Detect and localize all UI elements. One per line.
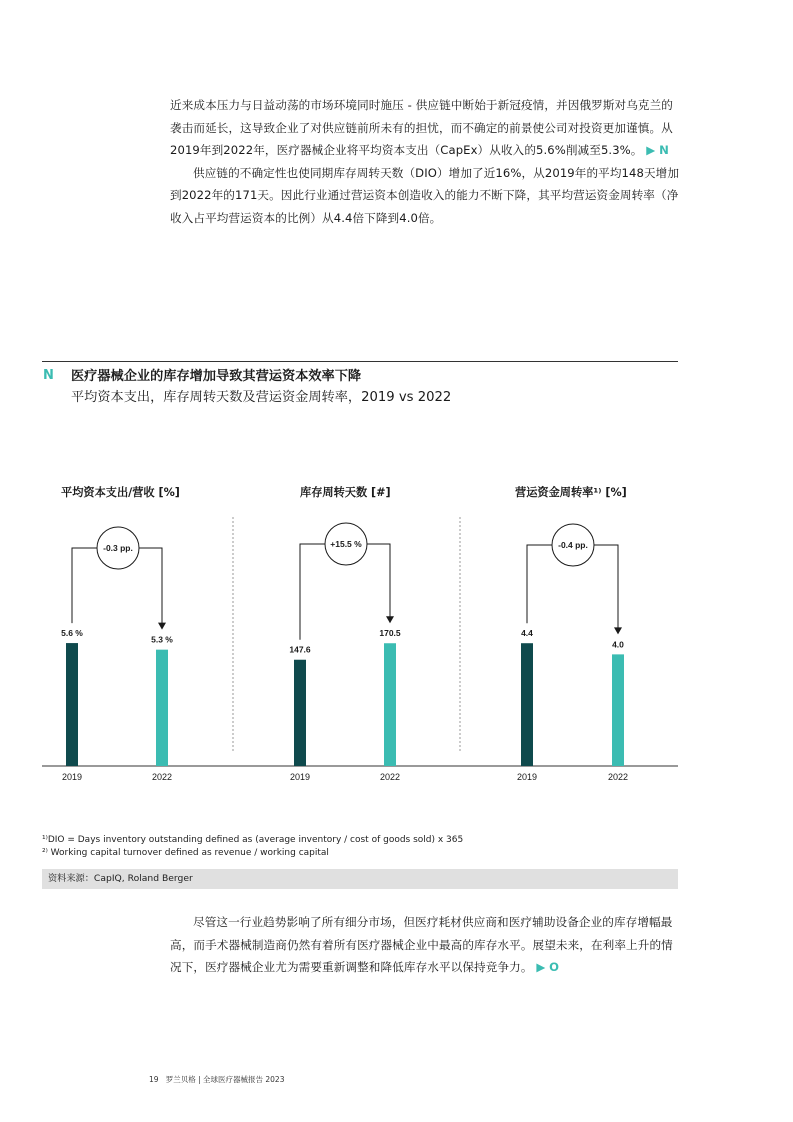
x-tick-label: 2019 bbox=[289, 772, 311, 782]
x-tick-label: 2019 bbox=[61, 772, 83, 782]
intro-paragraph-2: 供应链的不确定性也使同期库存周转天数（DIO）增加了近16%，从2019年的平均148天增加到2022年的171天。因此行业通过营运资本创造收入的能力不断下降，其平均营运资金周转率（净收入占平均营运资本的比例）从4.4倍下降到4.0倍。 bbox=[170, 165, 680, 225]
figure-subtitle: 平均资本支出，库存周转天数及营运资金周转率，2019 vs 2022 bbox=[71, 390, 452, 405]
play-arrow-icon: ▶ bbox=[646, 143, 656, 158]
change-label: +15.5 % bbox=[330, 539, 362, 549]
down-arrow-icon bbox=[158, 623, 166, 630]
x-tick-label: 2022 bbox=[379, 772, 401, 782]
bar-second bbox=[156, 650, 168, 766]
change-label: -0.4 pp. bbox=[558, 540, 588, 550]
bar-value-label: 4.4 bbox=[521, 628, 533, 639]
bar-value-label: 170.5 bbox=[379, 628, 401, 639]
intro-paragraph-1: 近来成本压力与日益动荡的市场环境同时施压 - 供应链中断始于新冠疫情，并因俄罗斯对乌克兰的袭击而延长，这导致企业了对供应链前所未有的担忧，而不确定的前景使公司对投资更加谨慎。从2019年到2022年，医疗器械企业将平均资本支出（CapEx）从收入的5.6%削减至5.3%。 ▶ N bbox=[170, 98, 673, 158]
down-arrow-icon bbox=[386, 616, 394, 623]
footnote-2: ²⁾ Working capital turnover defined as revenue / working capital bbox=[42, 848, 329, 858]
outro-paragraph-1: 尽管这一行业趋势影响了所有细分市场，但医疗耗材供应商和医疗辅助设备企业的库存增幅最高，而手术器械制造商仍然有着所有医疗器械企业中最高的库存水平。展望未来，在利率上升的情况下，医疗器械企业尤为需要重新调整和降低库存水平以保持竞争力。 ▶ O bbox=[170, 915, 673, 975]
change-connector bbox=[300, 544, 325, 640]
chart-3-title: 营运资金周转率¹⁾ [%] bbox=[515, 486, 627, 499]
page-footer bbox=[149, 1074, 284, 1085]
change-connector bbox=[527, 545, 552, 623]
play-arrow-icon: ▶ bbox=[536, 960, 546, 975]
figure-title: 医疗器械企业的库存增加导致其营运资本效率下降 bbox=[71, 369, 362, 384]
bar-first bbox=[66, 643, 78, 766]
change-connector bbox=[139, 548, 162, 624]
bar-second bbox=[384, 643, 396, 766]
source-bar bbox=[42, 869, 678, 889]
figure-ref-marker: N bbox=[659, 143, 669, 158]
bar-value-label: 5.3 % bbox=[151, 634, 173, 645]
bar-value-label: 5.6 % bbox=[61, 628, 83, 639]
bar-value-label: 4.0 bbox=[612, 639, 624, 650]
x-tick-label: 2022 bbox=[151, 772, 173, 782]
change-connector bbox=[367, 544, 390, 617]
x-tick-label: 2019 bbox=[516, 772, 538, 782]
change-connector bbox=[72, 548, 97, 623]
footnotes bbox=[42, 834, 463, 860]
bar-first bbox=[521, 643, 533, 766]
page-number: 19 bbox=[149, 1075, 159, 1084]
next-section-marker: O bbox=[549, 960, 560, 975]
chart-2-title: 库存周转天数 [#] bbox=[300, 486, 391, 499]
outro-text bbox=[170, 911, 682, 979]
change-connector bbox=[594, 545, 618, 628]
bar-second bbox=[612, 654, 624, 766]
footer-text: 罗兰贝格 | 全球医疗器械报告 2023 bbox=[165, 1075, 285, 1084]
change-label: -0.3 pp. bbox=[103, 543, 133, 553]
source-text: 资料来源：CapIQ, Roland Berger bbox=[48, 873, 193, 884]
down-arrow-icon bbox=[614, 627, 622, 634]
x-tick-label: 2022 bbox=[607, 772, 629, 782]
figure-letter: N bbox=[43, 368, 54, 383]
bar-value-label: 147.6 bbox=[289, 644, 311, 655]
chart-1-title: 平均资本支出/营收 [%] bbox=[61, 486, 180, 499]
footnote-1: ¹⁾DIO = Days inventory outstanding defined as (average inventory / cost of goods sold) x 365 bbox=[42, 835, 464, 845]
bar-first bbox=[294, 660, 306, 766]
